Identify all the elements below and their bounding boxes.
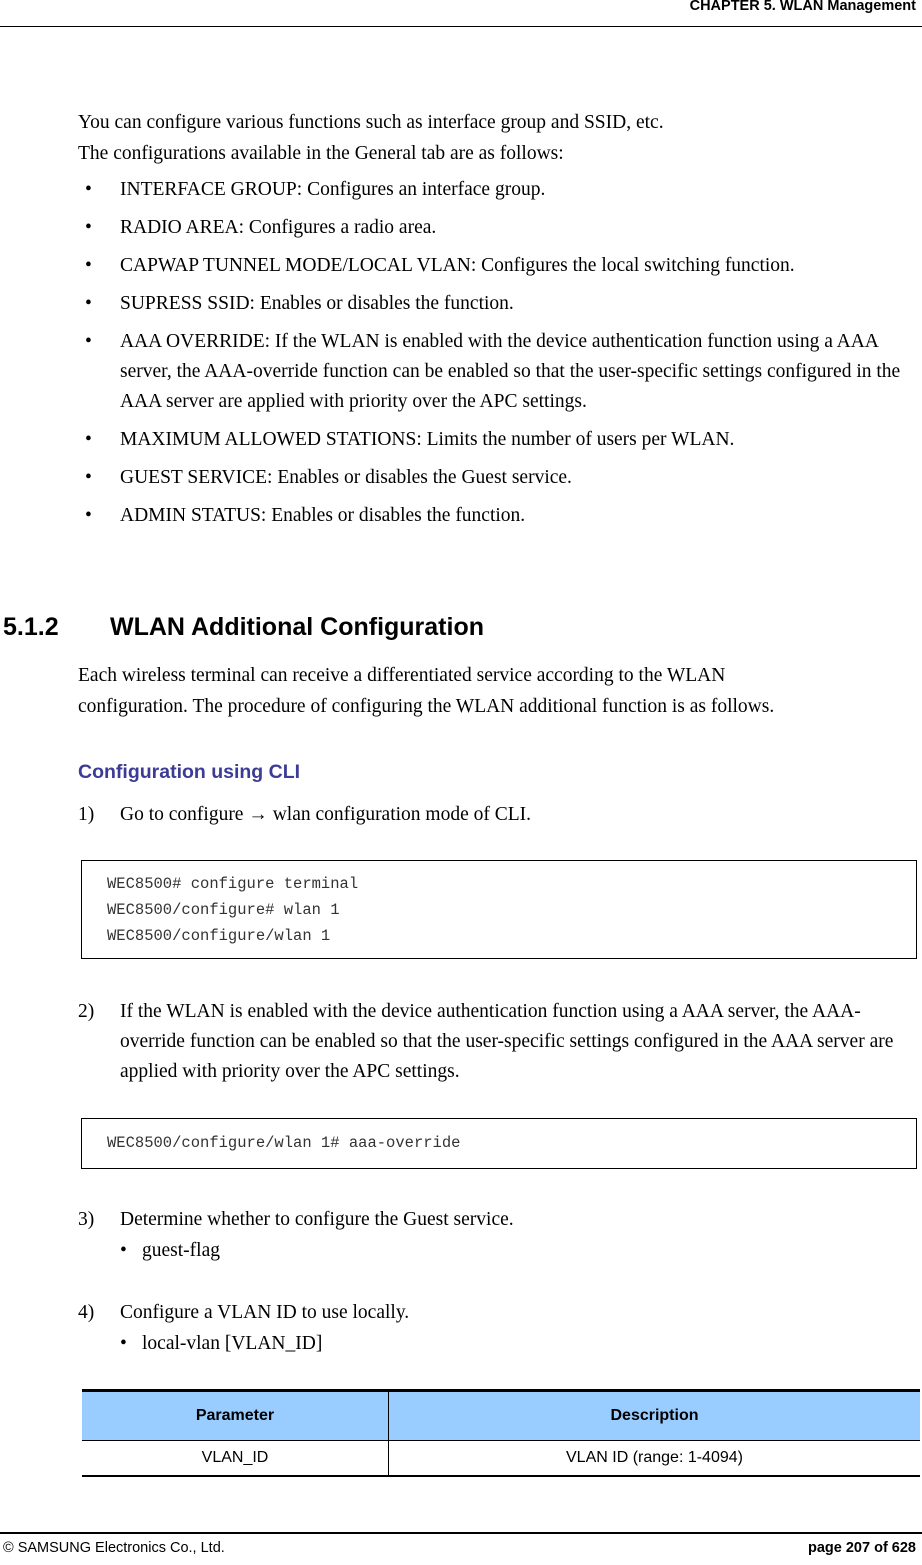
code-line: WEC8500# configure terminal (107, 875, 359, 893)
bullet-icon: • (85, 505, 92, 526)
column-header-parameter: Parameter (82, 1391, 389, 1441)
bullet-icon: • (85, 293, 92, 314)
footer-page-number: page 207 of 628 (808, 1540, 916, 1556)
chapter-header: CHAPTER 5. WLAN Management (689, 0, 916, 14)
footer-copyright: © SAMSUNG Electronics Co., Ltd. (3, 1540, 225, 1556)
step-number: 4) (78, 1302, 95, 1323)
section-paragraph-line-1: Each wireless terminal can receive a differentiated service according to the WLAN (78, 665, 726, 686)
list-item: • MAXIMUM ALLOWED STATIONS: Limits the number of users per WLAN. (78, 425, 918, 455)
intro-line-1: You can configure various functions such as interface group and SSID, etc. (78, 112, 664, 133)
bullet-icon: • (120, 1240, 127, 1261)
section-title: WLAN Additional Configuration (110, 613, 484, 641)
table-cell: VLAN_ID (82, 1441, 389, 1477)
footer-divider (0, 1532, 922, 1534)
step-number: 1) (78, 804, 95, 825)
code-block-1 (81, 860, 917, 959)
list-item: • RADIO AREA: Configures a radio area. (78, 213, 918, 243)
bullet-icon: • (85, 179, 92, 200)
step-2: 2) If the WLAN is enabled with the device authentication function using a AAA server, the AAA-override function can be enabled so that the user-specific settings configured in the AAA server are applied with priority over the APC settings. (78, 997, 920, 1087)
column-header-description: Description (389, 1391, 921, 1441)
list-item: • CAPWAP TUNNEL MODE/LOCAL VLAN: Configures the local switching function. (78, 251, 918, 281)
header-divider (0, 26, 922, 27)
step-1: 1) Go to configure → wlan configuration mode of CLI. (78, 800, 920, 830)
code-line: WEC8500/configure/wlan 1 (107, 927, 331, 945)
list-item: • AAA OVERRIDE: If the WLAN is enabled with the device authentication function using a AAA server, the AAA-override function can be enabled so that the user-specific settings configured in the AAA server are applied with priority over the APC settings. (78, 327, 918, 417)
code-line: WEC8500/configure/wlan 1# aaa-override (107, 1134, 461, 1152)
step-3-option: • guest-flag (120, 1236, 220, 1266)
step-4: 4) Configure a VLAN ID to use locally. (78, 1298, 920, 1328)
intro-line-2: The configurations available in the General tab are as follows: (78, 143, 564, 164)
step-number: 2) (78, 1001, 95, 1022)
list-item: • SUPRESS SSID: Enables or disables the function. (78, 289, 918, 319)
bullet-icon: • (85, 255, 92, 276)
bullet-icon: • (85, 429, 92, 450)
code-line: WEC8500/configure# wlan 1 (107, 901, 340, 919)
step-number: 3) (78, 1209, 95, 1230)
bullet-icon: • (85, 331, 92, 352)
list-item: • ADMIN STATUS: Enables or disables the function. (78, 501, 918, 531)
step-3: 3) Determine whether to configure the Guest service. (78, 1205, 920, 1235)
list-item: • GUEST SERVICE: Enables or disables the Guest service. (78, 463, 918, 493)
bullet-icon: • (85, 217, 92, 238)
section-paragraph-line-2: configuration. The procedure of configuring the WLAN additional function is as follows. (78, 696, 775, 717)
subheading-cli: Configuration using CLI (78, 761, 301, 783)
table-row (82, 1441, 920, 1477)
general-tab-options-list (78, 175, 918, 539)
table-cell: VLAN ID (range: 1-4094) (389, 1441, 921, 1477)
bullet-icon: • (120, 1333, 127, 1354)
table-header-row (82, 1391, 920, 1441)
section-number: 5.1.2 (3, 613, 59, 641)
section-heading (3, 613, 484, 642)
arrow-right-icon: → (248, 804, 268, 825)
code-block-2 (81, 1118, 917, 1169)
parameter-table (82, 1389, 920, 1477)
bullet-icon: • (85, 467, 92, 488)
list-item: • INTERFACE GROUP: Configures an interface group. (78, 175, 918, 205)
step-4-option: • local-vlan [VLAN_ID] (120, 1329, 322, 1359)
